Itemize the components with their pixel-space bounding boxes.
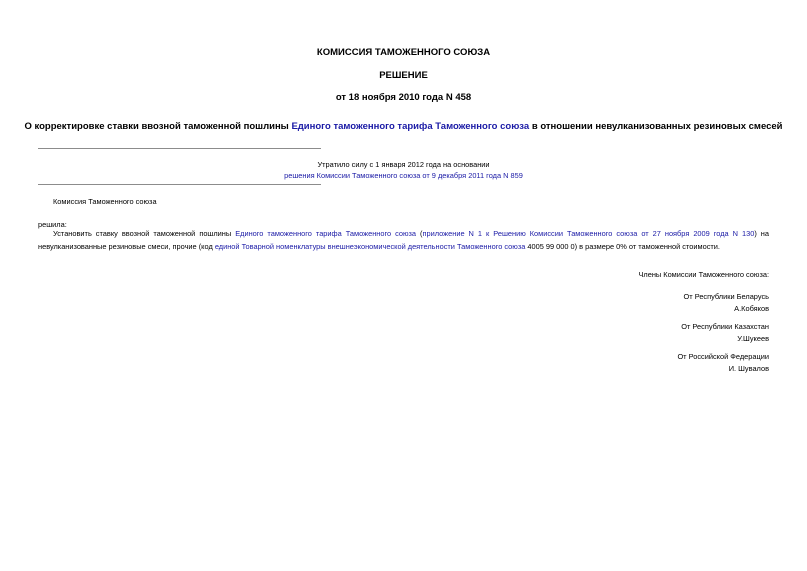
decision-130-link[interactable]: приложение N 1 к Решению Комиссии Таможенного союза от 27 ноября 2009 года N 130 xyxy=(422,229,755,238)
signature-block-russia xyxy=(677,351,769,375)
title-text-end: в отношении невулканизованных резиновых смесей xyxy=(529,121,783,132)
signature-name: У.Шукеев xyxy=(737,334,769,343)
tariff-link[interactable]: Единого таможенного тарифа Таможенного союза xyxy=(291,121,530,132)
signatures-heading: Члены Комиссии Таможенного союза: xyxy=(638,270,769,279)
top-divider xyxy=(38,148,321,149)
commission-name: Комиссия Таможенного союза xyxy=(53,197,157,206)
repeal-decision-link[interactable]: решения Комиссии Таможенного союза от 9 декабря 2011 года N 859 xyxy=(284,171,523,180)
signature-block-kazakhstan xyxy=(681,321,769,345)
document-title xyxy=(0,121,807,132)
paragraph-text-3: ) на невулканизованные резиновые смеси, прочие (код xyxy=(38,229,769,251)
signature-name: И. Шувалов xyxy=(728,364,769,373)
paragraph-text-4: 4005 99 000 0) в размере 0% от таможенной стоимости. xyxy=(525,241,720,251)
signature-name: А.Кобяков xyxy=(734,304,769,313)
signature-country: От Республики Казахстан xyxy=(681,322,769,331)
paragraph-text-1: Установить ставку ввозной таможенной пошлины xyxy=(53,229,236,238)
signature-country: От Российской Федерации xyxy=(677,352,769,361)
nomenclature-link[interactable]: единой Товарной номенклатуры внешнеэкономической деятельности Таможенного союза xyxy=(214,241,526,251)
bottom-divider xyxy=(38,184,321,185)
signature-country: От Республики Беларусь xyxy=(683,292,769,301)
paragraph-text-2: ( xyxy=(416,229,423,238)
document-type: РЕШЕНИЕ xyxy=(379,70,428,81)
document-date-number: от 18 ноября 2010 года N 458 xyxy=(335,92,472,103)
title-text-start: О корректировке ставки ввозной таможенной пошлины xyxy=(24,121,292,132)
issuer-heading: КОМИССИЯ ТАМОЖЕННОГО СОЮЗА xyxy=(316,47,491,58)
signature-block-belarus xyxy=(684,291,769,315)
tariff-link-body[interactable]: Единого таможенного тарифа Таможенного союза xyxy=(235,229,417,238)
decided-label: решила: xyxy=(38,220,67,229)
decision-paragraph xyxy=(38,228,769,253)
status-note-text: Утратило силу с 1 января 2012 года на основании xyxy=(317,160,490,169)
status-note xyxy=(38,159,769,181)
